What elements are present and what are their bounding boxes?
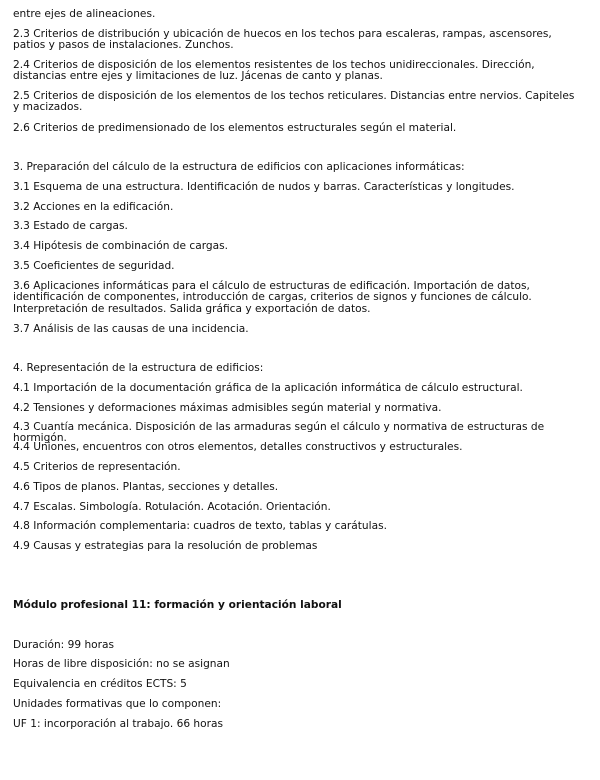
- section-heading: 4. Representación de la estructura de edificios:: [13, 362, 264, 374]
- content-line: 4.7 Escalas. Simbología. Rotulación. Acotación. Orientación.: [13, 501, 331, 513]
- content-line: 2.4 Criterios de disposición de los elementos resistentes de los techos unidireccionales. Dirección, distancias entre ejes y limitaciones de luz. Jácenas de canto y planas.: [13, 59, 535, 83]
- module-units-label: Unidades formativas que lo componen:: [13, 698, 222, 710]
- content-line: 4.4 Uniones, encuentros con otros elementos, detalles constructivos y estructurales.: [13, 441, 463, 453]
- content-line: 3.7 Análisis de las causas de una incidencia.: [13, 323, 249, 335]
- section-heading: 3. Preparación del cálculo de la estructura de edificios con aplicaciones informáticas:: [13, 161, 465, 173]
- content-line: 2.3 Criterios de distribución y ubicación de huecos en los techos para escaleras, rampas, ascensores, patios y pasos de instalaciones. Zunchos.: [13, 28, 552, 52]
- module-unit-item: UF 1: incorporación al trabajo. 66 horas: [13, 718, 223, 730]
- content-line: 3.5 Coeficientes de seguridad.: [13, 260, 175, 272]
- content-line: 3.1 Esquema de una estructura. Identificación de nudos y barras. Características y longitudes.: [13, 181, 515, 193]
- module-free-hours: Horas de libre disposición: no se asignan: [13, 658, 230, 670]
- content-line: 4.8 Información complementaria: cuadros de texto, tablas y carátulas.: [13, 520, 387, 532]
- module-heading: Módulo profesional 11: formación y orientación laboral: [13, 599, 342, 611]
- content-line: entre ejes de alineaciones.: [13, 8, 156, 20]
- content-line: 4.1 Importación de la documentación gráfica de la aplicación informática de cálculo estructural.: [13, 382, 523, 394]
- content-line: 3.6 Aplicaciones informáticas para el cálculo de estructuras de edificación. Importación de datos, identificación de componentes, introducción de cargas, criterios de signos y funciones de cálculo. Interpretación de resultados. Salida gráfica y exportación de datos.: [13, 280, 532, 315]
- content-line: 2.5 Criterios de disposición de los elementos de los techos reticulares. Distancias entre nervios. Capiteles y macizados.: [13, 90, 575, 114]
- content-line: 4.5 Criterios de representación.: [13, 461, 181, 473]
- content-line: 4.6 Tipos de planos. Plantas, secciones y detalles.: [13, 481, 279, 493]
- content-line: 2.6 Criterios de predimensionado de los elementos estructurales según el material.: [13, 122, 457, 134]
- module-duration: Duración: 99 horas: [13, 639, 115, 651]
- content-line: 4.2 Tensiones y deformaciones máximas admisibles según material y normativa.: [13, 402, 442, 414]
- module-ects: Equivalencia en créditos ECTS: 5: [13, 678, 187, 690]
- content-line: 3.4 Hipótesis de combinación de cargas.: [13, 240, 228, 252]
- content-line: 3.3 Estado de cargas.: [13, 220, 128, 232]
- content-line: 4.3 Cuantía mecánica. Disposición de las armaduras según el cálculo y normativa de estructuras de hormigón.: [13, 421, 545, 445]
- content-line: 3.2 Acciones en la edificación.: [13, 201, 174, 213]
- content-line: 4.9 Causas y estrategias para la resolución de problemas: [13, 540, 318, 552]
